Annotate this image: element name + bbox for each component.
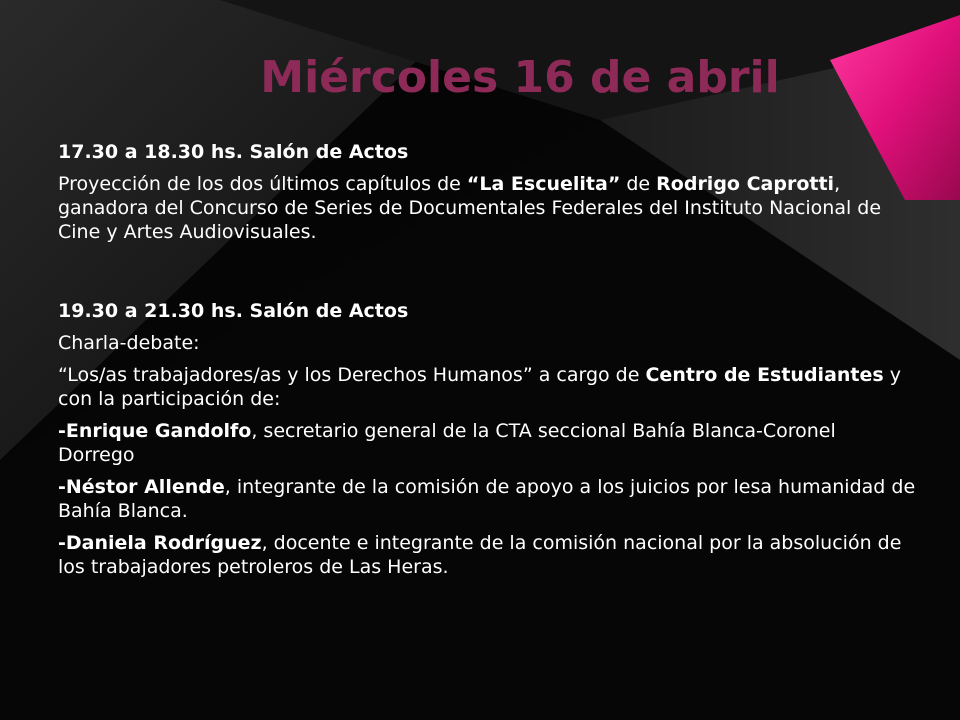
speaker-description: , secretario general de la CTA seccional Bahía Blanca-Coronel Dorrego	[58, 420, 836, 466]
event2-time	[58, 299, 918, 323]
speaker-description: , integrante de la comisión de apoyo a los juicios por lesa humanidad de Bahía Blanca.	[58, 476, 916, 522]
speaker-name: -Enrique Gandolfo	[58, 420, 252, 442]
event1-director: Rodrigo Caprotti	[656, 173, 835, 195]
speaker-name: -Néstor Allende	[58, 476, 225, 498]
event1-time	[58, 140, 918, 164]
event1-description	[58, 172, 918, 244]
event2-desc-part1: “Los/as trabajadores/as y los Derechos Humanos” a cargo de	[58, 364, 646, 386]
event2-description	[58, 363, 918, 411]
slide-body	[58, 140, 918, 587]
section-gap	[58, 252, 918, 299]
event2-type: Charla-debate:	[58, 332, 200, 354]
speaker-item	[58, 419, 918, 467]
event1-film-title: “La Escuelita”	[466, 173, 621, 195]
event2-desc-part2: y con la participación de:	[58, 364, 901, 410]
speaker-description: , docente e integrante de la comisión nacional por la absolución de los trabajadores petroleros de Las Heras.	[58, 532, 902, 578]
slide-title: Miércoles 16 de abril	[260, 52, 780, 103]
event2-organizer: Centro de Estudiantes	[645, 364, 884, 386]
event1-time-text: 17.30 a 18.30 hs. Salón de Actos	[58, 141, 409, 163]
speaker-item	[58, 531, 918, 579]
event1-desc-part2: de	[620, 173, 657, 195]
speaker-name: -Daniela Rodríguez	[58, 532, 262, 554]
event2-time-text: 19.30 a 21.30 hs. Salón de Actos	[58, 300, 409, 322]
event1-desc-part3: , ganadora del Concurso de Series de Documentales Federales del Instituto Nacional de Cine y Artes Audiovisuales.	[58, 173, 882, 243]
speaker-item	[58, 475, 918, 523]
event1-desc-part1: Proyección de los dos últimos capítulos de	[58, 173, 467, 195]
